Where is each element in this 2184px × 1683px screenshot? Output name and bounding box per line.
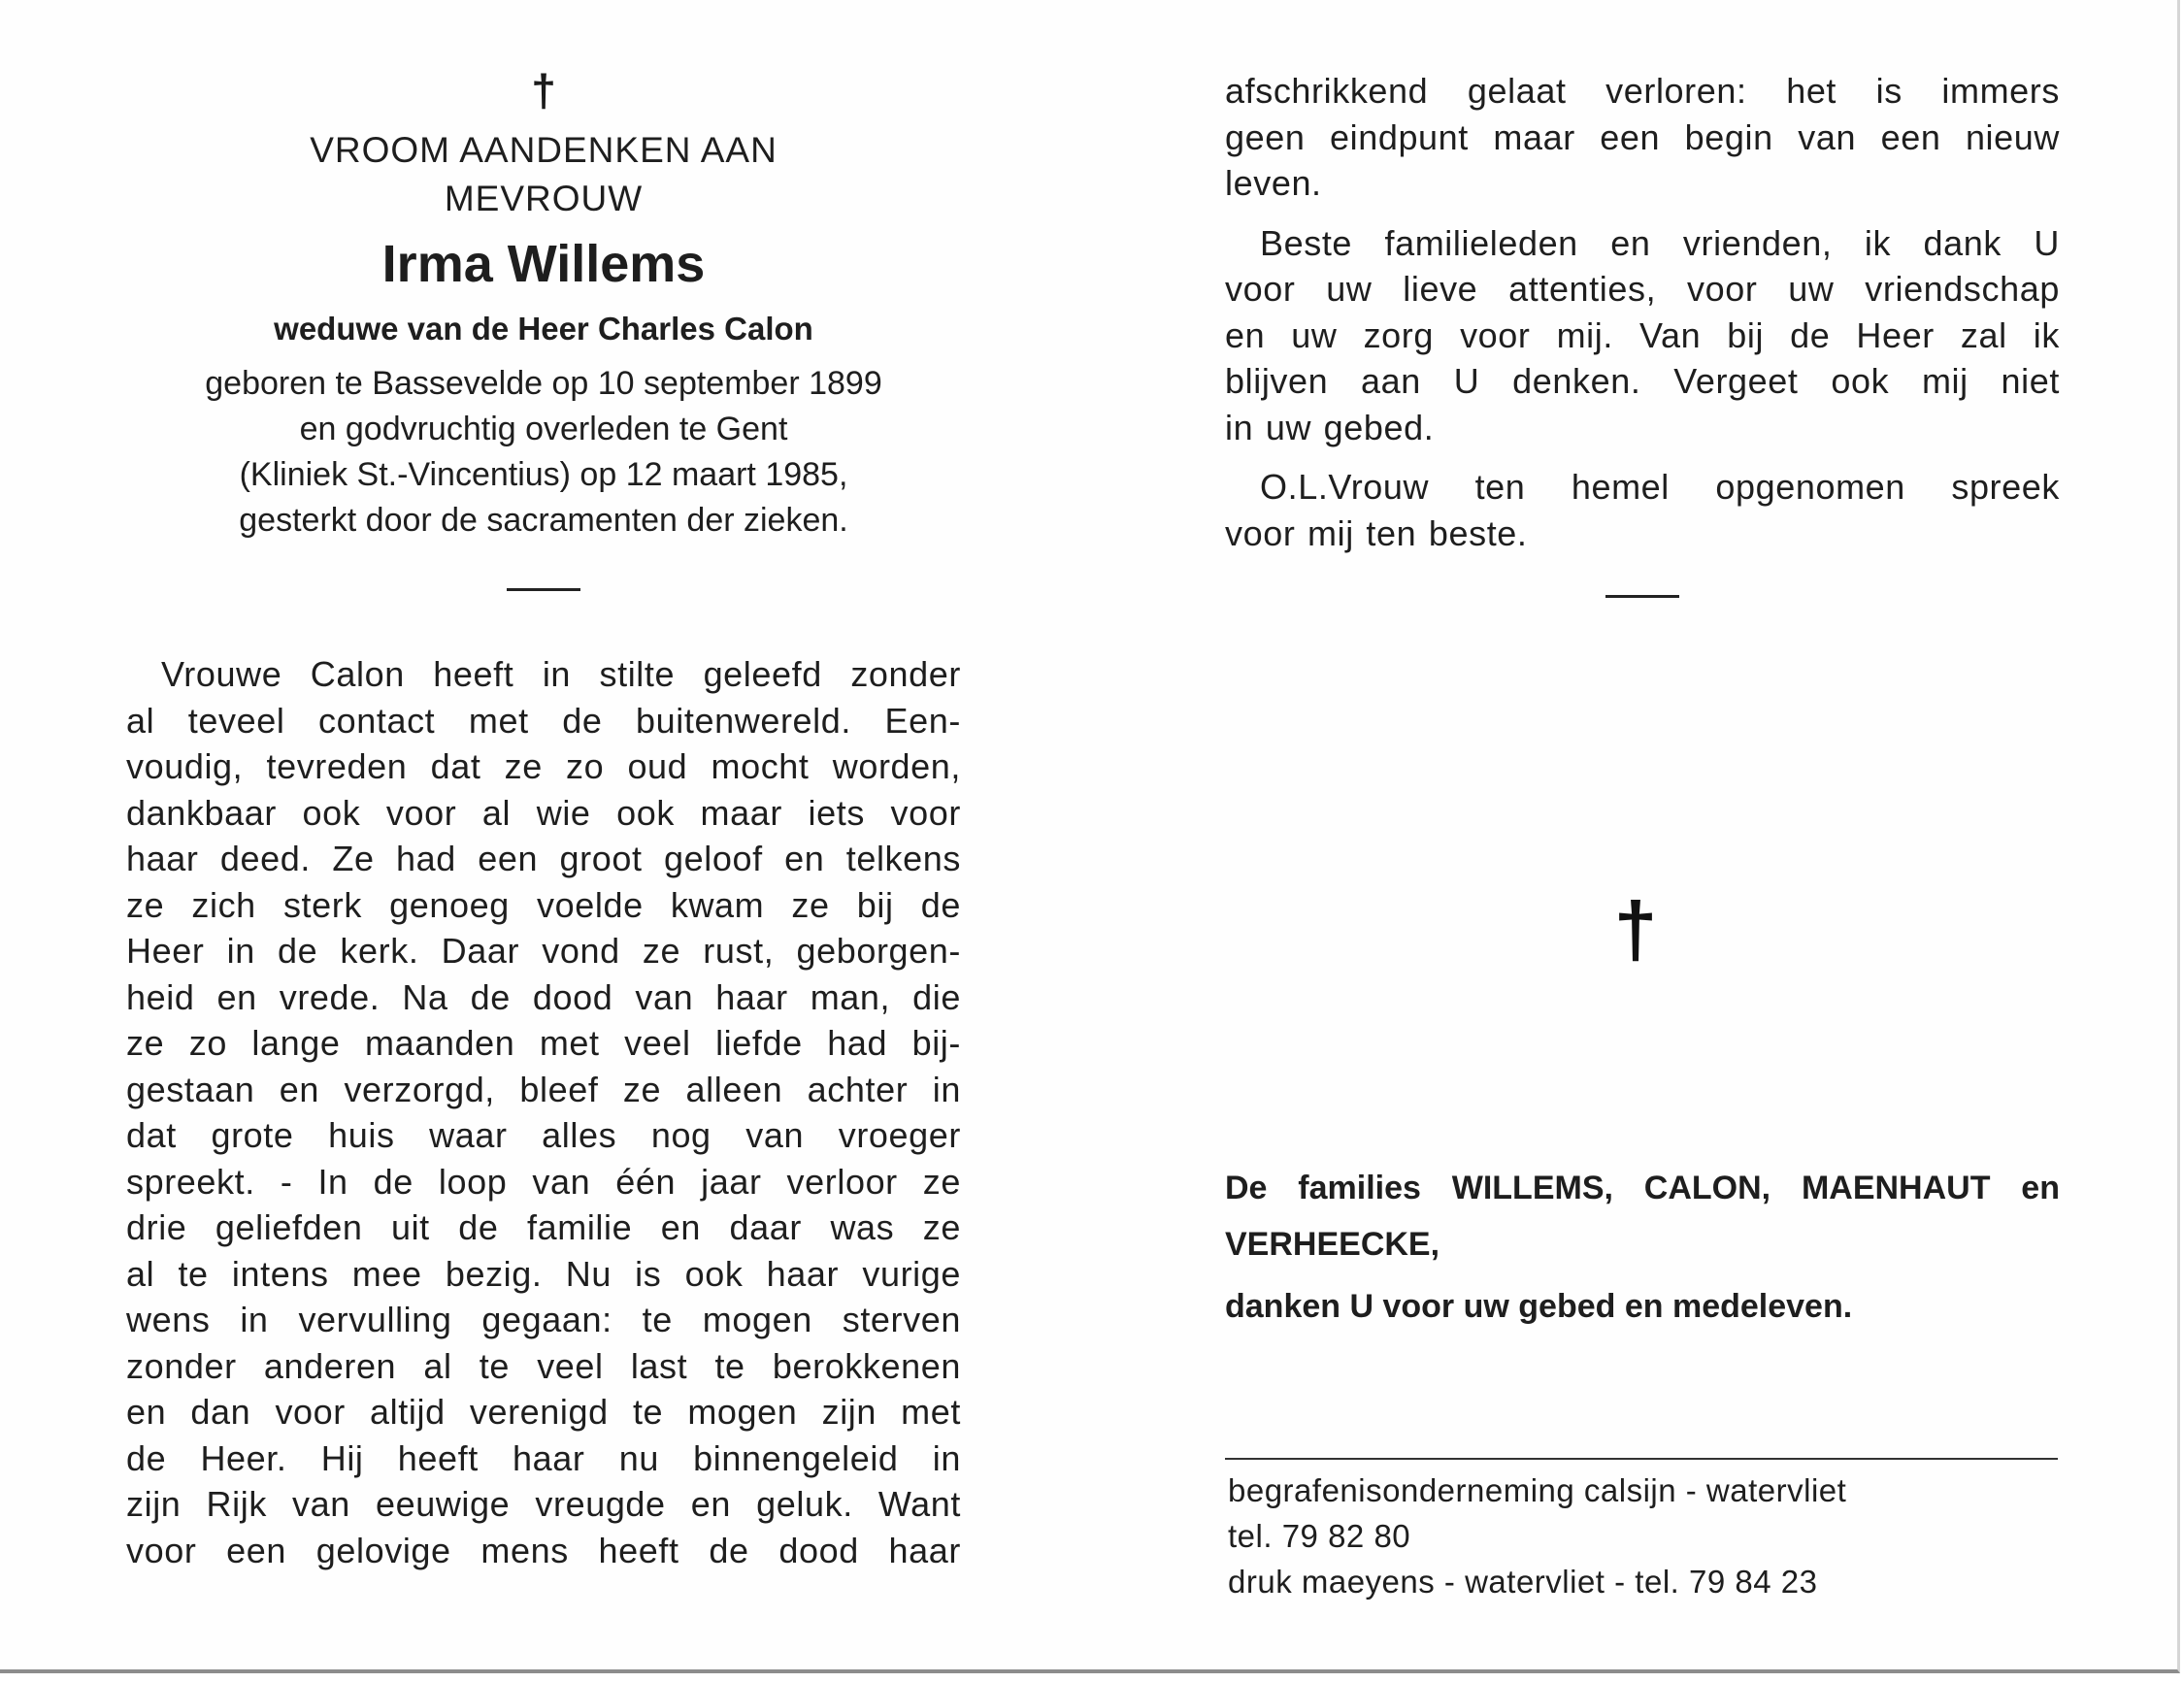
text-line: dankbaar ook voor al wie ook maar iets voor — [126, 792, 961, 833]
meta-line: geboren te Bassevelde op 10 september 1899 — [205, 365, 882, 402]
text-line: in uw gebed. — [1225, 407, 1435, 447]
right-column — [1225, 68, 2060, 598]
deceased-name: Irma Willems — [381, 235, 706, 293]
divider — [1605, 595, 1679, 598]
text-line: dat grote huis waar alles nog van vroeger — [126, 1115, 961, 1155]
family-thanks — [1225, 1160, 2060, 1335]
thanks-line: De families WILLEMS, CALON, MAENHAUT en — [1225, 1170, 2060, 1206]
text-line: Beste familieleden en vrienden, ik dank U — [1260, 222, 2060, 263]
text-line: afschrikkend gelaat verloren: het is immers — [1225, 71, 2060, 111]
memorial-text-right-p1 — [1225, 68, 2060, 207]
memorial-text-right-p2 — [1225, 220, 2060, 451]
widow-of-line: weduwe van de Heer Charles Calon — [274, 311, 813, 346]
text-line: voudig, tevreden dat ze zo oud mocht worden, — [126, 746, 961, 786]
text-line: voor mij ten beste. — [1225, 512, 1528, 553]
text-line: leven. — [1225, 163, 1322, 203]
text-line: en uw zorg voor mij. Van bij de Heer zal ik — [1225, 314, 2060, 355]
text-line: Vrouwe Calon heeft in stilte geleefd zonder — [161, 654, 961, 694]
heading-line-2: MEVROUW — [444, 179, 644, 218]
meta-line: en godvruchtig overleden te Gent — [299, 411, 788, 447]
text-line: ze zo lange maanden met veel liefde had bij- — [126, 1023, 961, 1063]
meta-line: (Kliniek St.-Vincentius) op 12 maart 1985, — [239, 456, 848, 493]
text-line: O.L.Vrouw ten hemel opgenomen spreek — [1260, 467, 2060, 507]
text-line: al teveel contact met de buitenwereld. Een- — [126, 700, 961, 741]
thanks-line: VERHEECKE, — [1225, 1226, 1440, 1263]
divider — [507, 588, 580, 591]
text-line: zijn Rijk van eeuwige vreugde en geluk. Want — [126, 1484, 961, 1524]
text-line: zonder anderen al te veel last te berokkenen — [126, 1345, 961, 1386]
text-line: blijven aan U denken. Vergeet ook mij niet — [1225, 361, 2060, 401]
footer-line: begrafenisonderneming calsijn - watervliet — [1228, 1472, 1847, 1508]
cross-icon: † — [531, 65, 556, 116]
text-line: ze zich sterk genoeg voelde kwam ze bij de — [126, 884, 961, 925]
heading-line-1: VROOM AANDENKEN AAN — [310, 130, 778, 170]
printer-footer — [1228, 1468, 2063, 1604]
text-line: heid en vrede. Na de dood van haar man, die — [126, 976, 961, 1017]
footer-line: druk maeyens - watervliet - tel. 79 84 23 — [1228, 1564, 1818, 1600]
text-line: wens in vervulling gegaan: te mogen sterven — [126, 1300, 961, 1339]
text-line: spreekt. - In de loop van één jaar verloor ze — [126, 1161, 961, 1202]
footer-divider — [1225, 1458, 2058, 1460]
text-line: de Heer. Hij heeft haar nu binnengeleid in — [126, 1437, 961, 1478]
memorial-text-left — [126, 651, 961, 1573]
text-line: Heer in de kerk. Daar vond ze rust, geborgen- — [126, 931, 961, 971]
text-line: voor een gelovige mens heeft de dood haar — [126, 1530, 961, 1570]
text-line: gestaan en verzorgd, bleef ze alleen achter in — [126, 1069, 961, 1109]
birth-death-details — [126, 361, 961, 544]
cross-icon: † — [1613, 886, 1658, 973]
thanks-line: danken U voor uw gebed en medeleven. — [1225, 1288, 1853, 1325]
text-line: en dan voor altijd verenigd te mogen zijn met — [126, 1392, 961, 1432]
text-line: haar deed. Ze had een groot geloof en telkens — [126, 839, 961, 878]
text-line: voor uw lieve attenties, voor uw vriendschap — [1225, 269, 2060, 309]
memorial-text-right-p3 — [1225, 464, 2060, 556]
left-column — [126, 65, 961, 1573]
footer-line: tel. 79 82 80 — [1228, 1518, 1411, 1554]
text-line: geen eindpunt maar een begin van een nieuw — [1225, 116, 2060, 157]
meta-line: gesterkt door de sacramenten der zieken. — [239, 502, 848, 539]
text-line: drie geliefden uit de familie en daar was ze — [126, 1207, 961, 1247]
text-line: al te intens mee bezig. Nu is ook haar vurige — [126, 1253, 961, 1294]
